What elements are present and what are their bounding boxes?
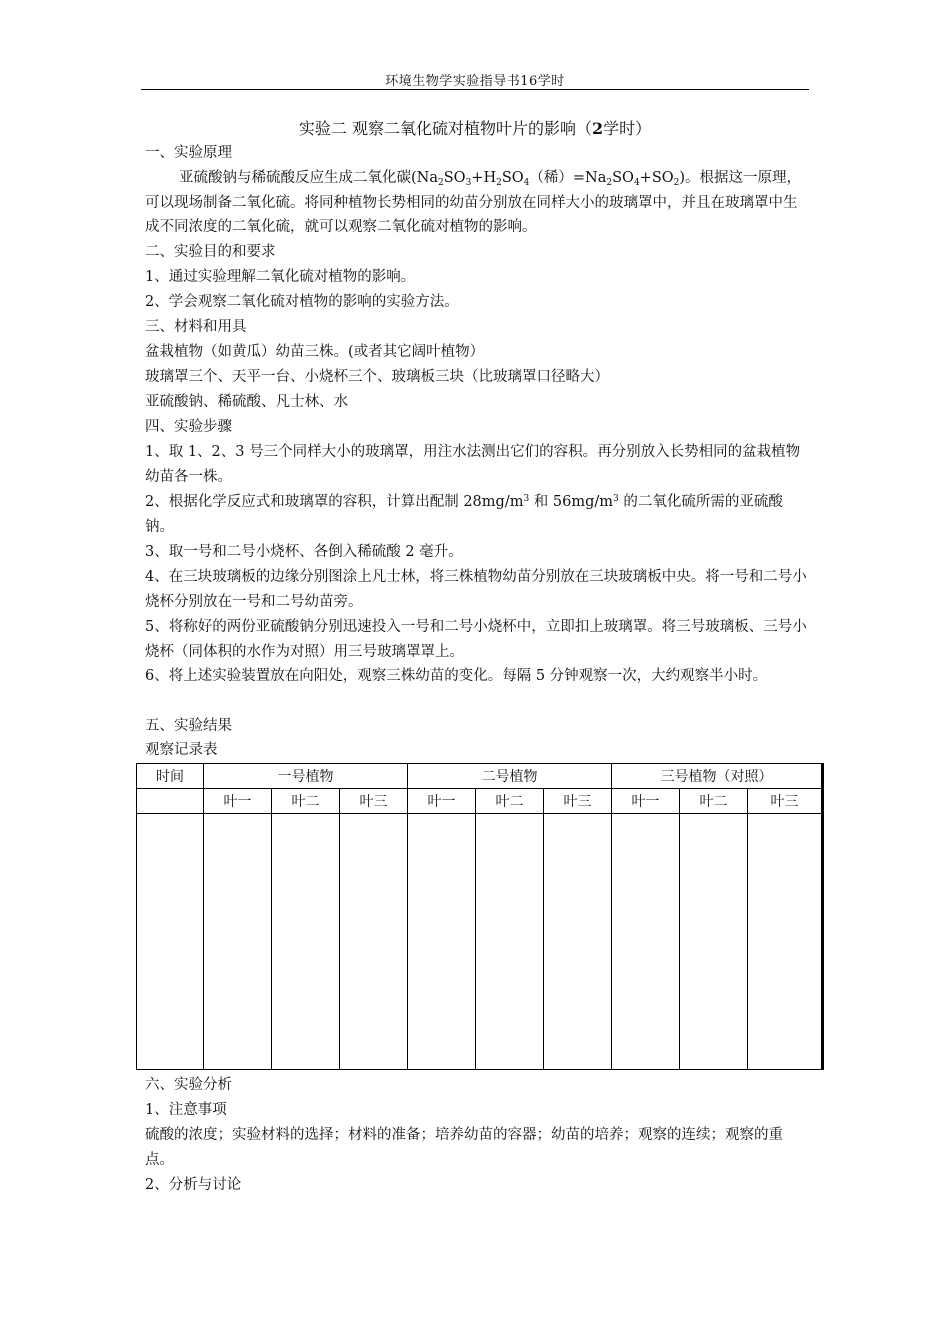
data-cell [680, 814, 748, 1070]
running-header: 环境生物学实验指导书16学时 [385, 74, 565, 89]
leaf-header: 叶三 [748, 789, 823, 814]
title-end: 学时） [603, 119, 652, 138]
section-2-heading: 二、实验目的和要求 [145, 244, 276, 260]
objective-item-1: 1、通过实验理解二氧化硫对植物的影响。 [145, 269, 416, 285]
table-header-row [137, 764, 823, 789]
leaf-header: 叶三 [544, 789, 612, 814]
section-1-heading: 一、实验原理 [145, 145, 232, 161]
time-header: 时间 [137, 764, 204, 789]
leaf-header: 叶一 [612, 789, 680, 814]
analysis-sub-2: 2、分析与讨论 [145, 1177, 242, 1193]
materials-item-1: 盆栽植物（如黄瓜）幼苗三株。(或者其它阔叶植物） [145, 344, 485, 360]
step-6: 6、将上述实验装置放在向阳处，观察三株幼苗的变化。每隔 5 分钟观察一次，大约观察半小时。 [145, 668, 768, 684]
section-6-heading: 六、实验分析 [145, 1077, 232, 1093]
data-cell [340, 814, 408, 1070]
data-cell [408, 814, 476, 1070]
data-cell [544, 814, 612, 1070]
experiment-title [141, 116, 809, 139]
table-subheader-row [137, 789, 823, 814]
data-cell [748, 814, 823, 1070]
section-5-heading: 五、实验结果 [145, 718, 232, 734]
data-cell [612, 814, 680, 1070]
leaf-header: 叶一 [408, 789, 476, 814]
principle-paragraph: 亚硫酸钠与稀硫酸反应生成二氧化碳($Na_2SO_3+H_2SO_4$（稀）$=Na_2SO_4+SO_2$)。根据这一原理，可以现场制备二氧化硫。将同种植物长势相同的幼苗分别放在同样大小的玻璃罩中，并且在玻璃罩中生成不同浓度的二氧化硫，就可以观察二氧化硫对植物的影响。 [145, 170, 802, 235]
objective-item-2: 2、学会观察二氧化硫对植物的影响的实验方法。 [145, 294, 459, 310]
section-4-heading: 四、实验步骤 [145, 419, 232, 435]
materials-item-3: 亚硫酸钠、稀硫酸、凡士林、水 [145, 394, 348, 410]
step-5: 5、将称好的两份亚硫酸钠分别迅速投入一号和二号小烧杯中，立即扣上玻璃罩。将三号玻璃板、三号小烧杯（同体积的水作为对照）用三号玻璃罩罩上。 [145, 619, 807, 660]
plant-3-header: 三号植物（对照） [612, 764, 823, 789]
step-3: 3、取一号和二号小烧杯、各倒入稀硫酸 2 毫升。 [145, 544, 463, 560]
plant-1-header: 一号植物 [204, 764, 408, 789]
title-main: 实验二 观察二氧化硫对植物叶片的影响（ [298, 119, 592, 138]
analysis-sub-1: 1、注意事项 [145, 1102, 227, 1118]
time-blank-cell [137, 789, 204, 814]
leaf-header: 叶二 [680, 789, 748, 814]
leaf-header: 叶三 [340, 789, 408, 814]
data-cell [476, 814, 544, 1070]
materials-item-2: 玻璃罩三个、天平一台、小烧杯三个、玻璃板三块（比玻璃罩口径略大） [145, 369, 609, 385]
data-cell [204, 814, 272, 1070]
data-cell [272, 814, 340, 1070]
plant-2-header: 二号植物 [408, 764, 612, 789]
observation-table [136, 763, 824, 1070]
table-caption: 观察记录表 [145, 742, 218, 758]
notes-paragraph: 硫酸的浓度；实验材料的选择；材料的准备；培养幼苗的容器；幼苗的培养；观察的连续；观察的重点。 [145, 1127, 783, 1168]
step-2: 2、根据化学反应式和玻璃罩的容积，计算出配制 $28mg/m^3$ 和 $56mg/m^3$ 的二氧化硫所需的亚硫酸钠。 [145, 494, 783, 535]
step-4: 4、在三块玻璃板的边缘分别图涂上凡士林，将三株植物幼苗分别放在三块玻璃板中央。将一号和二号小烧杯分别放在一号和二号幼苗旁。 [145, 569, 807, 610]
leaf-header: 叶一 [204, 789, 272, 814]
step-1: 1、取 1、2、3 号三个同样大小的玻璃罩，用注水法测出它们的容积。再分别放入长势相同的盆栽植物幼苗各一株。 [145, 444, 801, 485]
table-data-row [137, 814, 823, 1070]
section-3-heading: 三、材料和用具 [145, 319, 247, 335]
title-hours: 2 [591, 119, 604, 138]
leaf-header: 叶二 [272, 789, 340, 814]
data-cell [137, 814, 204, 1070]
leaf-header: 叶二 [476, 789, 544, 814]
header-rule [141, 89, 809, 90]
